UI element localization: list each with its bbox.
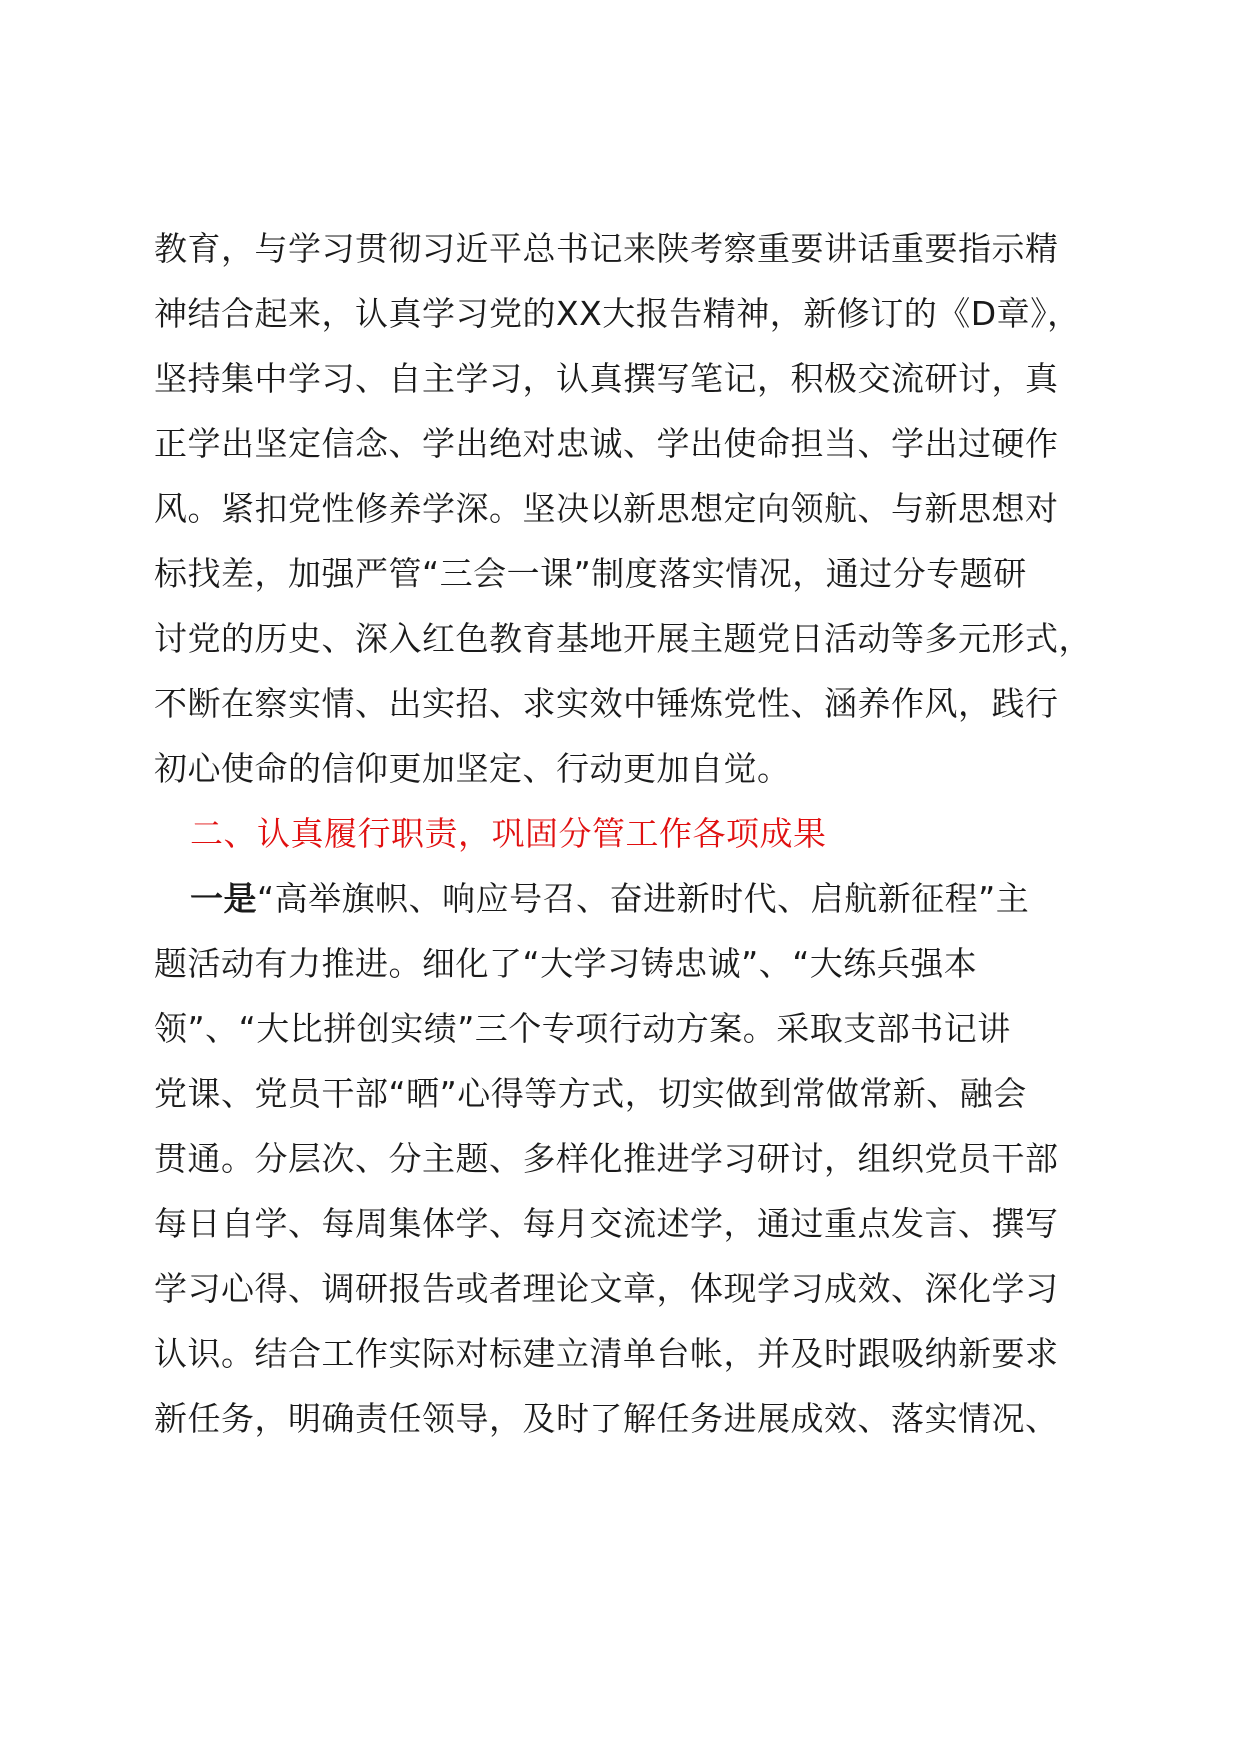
text-line: 神结合起来，认真学习党的XX大报告精神，新修订的《D章》， bbox=[154, 294, 1081, 333]
first-line-text: “高举旗帜、响应号召、奋进新时代、启航新征程”主 bbox=[257, 879, 1030, 918]
text-line: 每日自学、每周集体学、每月交流述学，通过重点发言、撰写 bbox=[154, 1204, 1059, 1243]
text-line: 新任务，明确责任领导，及时了解任务进展成效、落实情况、 bbox=[154, 1399, 1059, 1438]
text-line: 风。紧扣党性修养学深。坚决以新思想定向领航、与新思想对 bbox=[154, 489, 1059, 528]
text-line: 学习心得、调研报告或者理论文章，体现学习成效、深化学习 bbox=[154, 1269, 1059, 1308]
text-line: 标找差，加强严管“三会一课”制度落实情况，通过分专题研 bbox=[154, 554, 1027, 593]
text-line: 初心使命的信仰更加坚定、行动更加自觉。 bbox=[154, 749, 791, 788]
paragraph-continued bbox=[154, 216, 1092, 801]
text-line: 正学出坚定信念、学出绝对忠诚、学出使命担当、学出过硬作 bbox=[154, 424, 1059, 463]
text-line: 贯通。分层次、分主题、多样化推进学习研讨，组织党员干部 bbox=[154, 1139, 1059, 1178]
text-line-first bbox=[154, 866, 1074, 931]
text-line: 教育，与学习贯彻习近平总书记来陕考察重要讲话重要指示精 bbox=[154, 229, 1059, 268]
text-line: 不断在察实情、出实招、求实效中锤炼党性、涵养作风，践行 bbox=[154, 684, 1059, 723]
text-line: 讨党的历史、深入红色教育基地开展主题党日活动等多元形式， bbox=[154, 619, 1092, 658]
text-line: 坚持集中学习、自主学习，认真撰写笔记，积极交流研讨，真 bbox=[154, 359, 1059, 398]
text-line: 领”、“大比拼创实绩”三个专项行动方案。采取支部书记讲 bbox=[154, 1009, 1011, 1048]
section-heading: 二、认真履行职责，巩固分管工作各项成果 bbox=[190, 814, 827, 853]
text-line: 党课、党员干部“晒”心得等方式，切实做到常做常新、融会 bbox=[154, 1074, 1027, 1113]
text-line: 题活动有力推进。细化了“大学习铸忠诚”、“大练兵强本 bbox=[154, 944, 978, 983]
paragraph-section-2 bbox=[154, 866, 1074, 1451]
paragraph-lead-word: 一是 bbox=[190, 879, 257, 918]
document-body bbox=[154, 216, 1092, 1451]
text-line: 认识。结合工作实际对标建立清单台帐，并及时跟吸纳新要求 bbox=[154, 1334, 1059, 1373]
